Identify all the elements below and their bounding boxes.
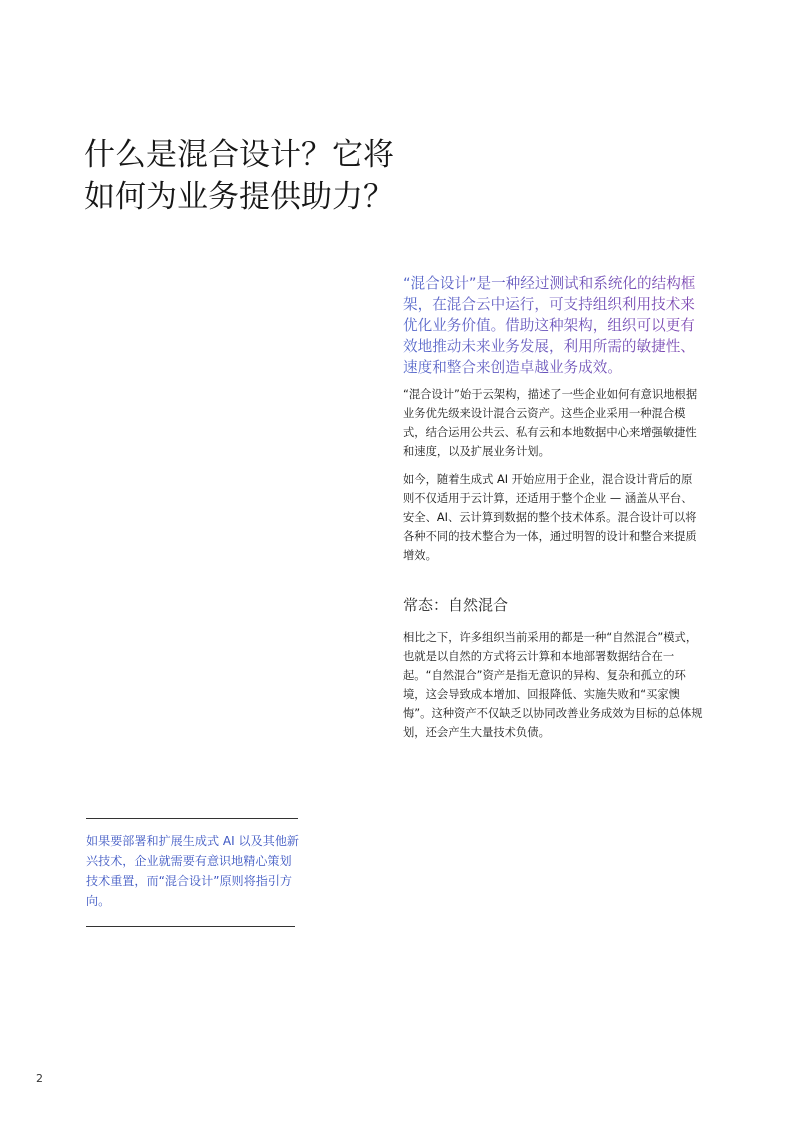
page-number: 2 <box>36 1072 43 1085</box>
pull-quote-bottom-rule <box>86 926 295 927</box>
body-paragraph-2: 如今，随着生成式 AI 开始应用于企业，混合设计背后的原则不仅适用于云计算，还适用于整个企业 — 涵盖从平台、安全、AI、云计算到数据的整个技术体系。混合设计可以将各种不同的技术整合为一体，通过明智的设计和整合来提质增效。 <box>403 473 697 562</box>
page-title <box>84 134 414 218</box>
title-line-2: 如何为业务提供助力？ <box>84 179 394 215</box>
section-subheading: 常态：自然混合 <box>403 596 509 614</box>
lead-paragraph: “混合设计”是一种经过测试和系统化的结构框架，在混合云中运行，可支持组织利用技术来优化业务价值。借助这种架构，组织可以更有效地推动未来业务发展，利用所需的敏捷性、速度和整合来创造卓越业务成效。 <box>403 273 703 378</box>
title-line-1: 什么是混合设计？它将 <box>84 137 394 173</box>
body-paragraph-1: “混合设计”始于云架构，描述了一些企业如何有意识地根据业务优先级来设计混合云资产。这些企业采用一种混合模式，结合运用公共云、私有云和本地数据中心来增强敏捷性和速度，以及扩展业务计划。 <box>403 388 698 458</box>
pull-quote-text: 如果要部署和扩展生成式 AI 以及其他新兴技术，企业就需要有意识地精心策划技术重置，而“混合设计”原则将指引方向。 <box>86 834 300 908</box>
section-paragraph: 相比之下，许多组织当前采用的都是一种“自然混合”模式，也就是以自然的方式将云计算和本地部署数据结合在一起。“自然混合”资产是指无意识的异构、复杂和孤立的环境，这会导致成本增加、回报降低、实施失败和“买家懊悔”。这种资产不仅缺乏以协同改善业务成效为目标的总体规划，还会产生大量技术负债。 <box>403 631 703 739</box>
pull-quote-top-rule <box>86 818 298 819</box>
pull-quote <box>86 818 298 927</box>
